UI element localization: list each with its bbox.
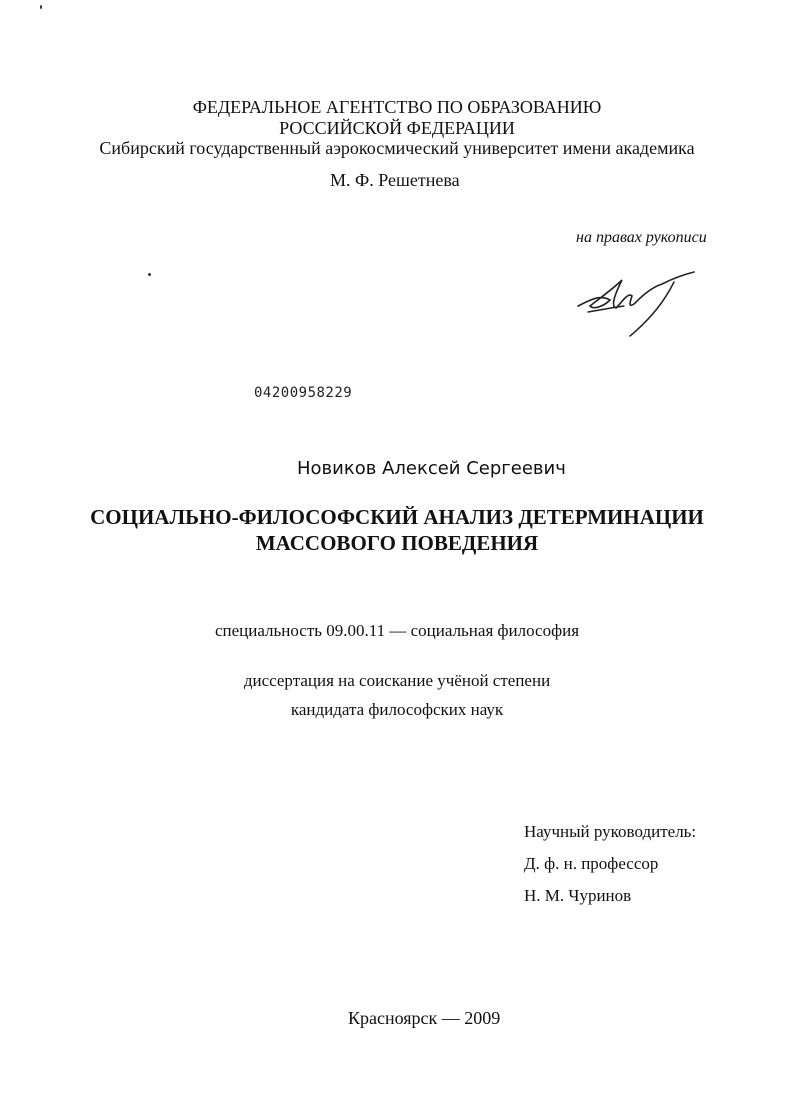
academician-name: М. Ф. Решетнева	[330, 170, 460, 190]
city-year: Красноярск — 2009	[348, 1008, 501, 1028]
supervisor-block	[524, 822, 696, 918]
scan-speck	[148, 273, 151, 276]
supervisor-label: Научный руководитель:	[524, 822, 697, 841]
university-name: Сибирский государственный аэрокосмический университет имени академика	[99, 138, 695, 158]
title-line-1: СОЦИАЛЬНО-ФИЛОСОФСКИЙ АНАЛИЗ ДЕТЕРМИНАЦИИ	[90, 505, 704, 529]
archive-stamp-number: 04200958229	[254, 385, 353, 401]
author-name: Новиков Алексей Сергеевич	[297, 458, 566, 479]
degree-line-2: кандидата философских наук	[290, 700, 504, 719]
supervisor-name: Н. М. Чуринов	[524, 886, 632, 905]
ministry-line-1: ФЕДЕРАЛЬНОЕ АГЕНТСТВО ПО ОБРАЗОВАНИЮ	[192, 97, 602, 117]
ministry-line-2: РОССИЙСКОЙ ФЕДЕРАЦИИ	[279, 118, 515, 138]
specialty-line: специальность 09.00.11 — социальная философия	[214, 621, 580, 640]
title-line-2: МАССОВОГО ПОВЕДЕНИЯ	[255, 531, 539, 555]
handwritten-signature	[570, 270, 710, 340]
degree-statement	[0, 671, 794, 729]
manuscript-rights-note: на правах рукописи	[576, 229, 707, 246]
degree-line-1: диссертация на соискание учёной степени	[243, 671, 551, 690]
ministry-header	[0, 96, 794, 138]
scan-speck	[40, 5, 42, 9]
supervisor-rank: Д. ф. н. профессор	[524, 854, 659, 873]
dissertation-title	[0, 504, 794, 556]
